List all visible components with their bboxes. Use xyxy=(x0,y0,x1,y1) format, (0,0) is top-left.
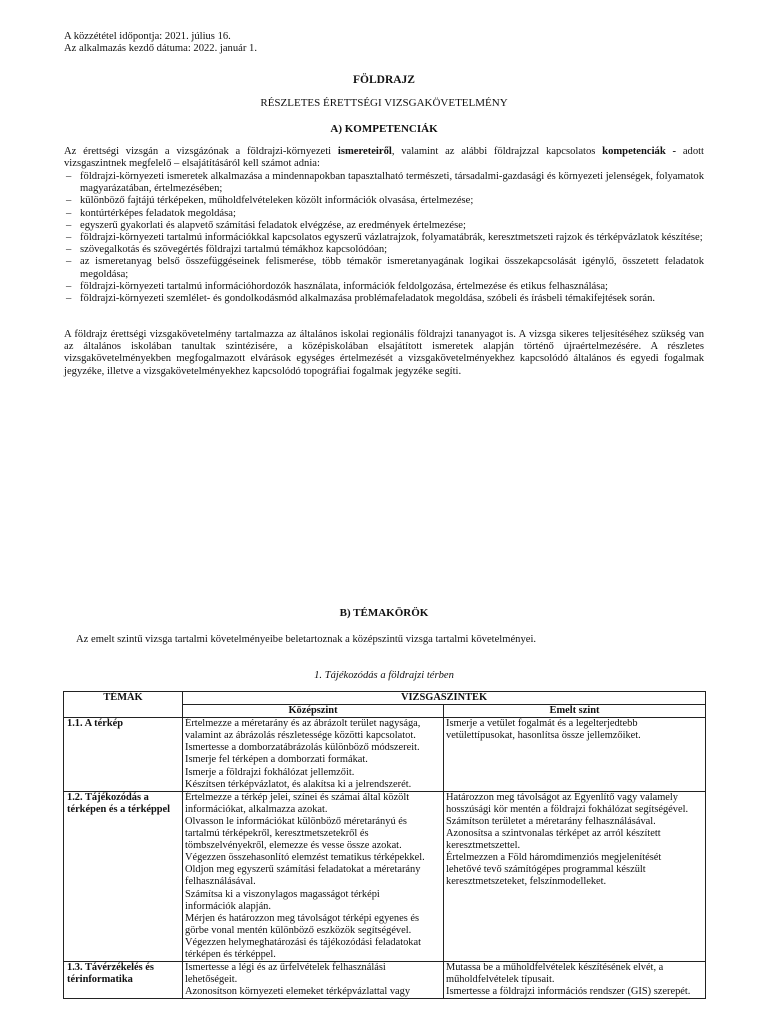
topic-line: 1.2. Tájékozódás a xyxy=(67,791,149,803)
cell-line: Számítsa ki a viszonylagos magasságot térképi xyxy=(185,888,380,900)
cell-line: Ismertesse a földrajzi információs rendszer (GIS) szerepét. xyxy=(446,986,691,998)
col-header-topics: TÉMÁK xyxy=(64,692,183,718)
intro-bold-2: kompetenciák - xyxy=(602,146,677,157)
intro-part-2: , valamint az alábbi földrajzzal kapcsolatos xyxy=(391,146,603,157)
list-item: – kontúrtérképes feladatok megoldása; xyxy=(64,208,704,220)
cell-line: Végezzen összehasonlító elemzést tematikus térképekkel. xyxy=(185,852,425,864)
competencies-intro xyxy=(64,146,704,170)
cell-line: Azonosítson környezeti elemeket térképvázlattal vagy xyxy=(185,986,411,998)
cell-line: Számítson területet a méretarány felhasználásával. xyxy=(446,815,656,827)
section-a-heading: A) KOMPETENCIÁK xyxy=(330,123,438,135)
cell-line: keresztmetszettel. xyxy=(446,840,521,852)
mid-level-cell xyxy=(183,791,444,961)
intro-bold-1: ismereteiről xyxy=(337,146,392,157)
list-item: – földrajzi-környezeti szemlélet- és gondolkodásmód alkalmazása problémafeladatok megoldása, szóbeli és írásbeli témakifejtések során. xyxy=(64,293,704,305)
closing-paragraph: A földrajz érettségi vizsgakövetelmény tartalmazza az általános iskolai regionális földrajzi tananyagot is. A vizsga sikeres teljesítéséhez szükség van az általános iskolában tanultak szintézisére, a középiskolában elsajátított ismeretek alapján történő újraértelmezésére. A részletes vizsgakövetelményekben megfogalmazott elvárások egységes értelmezését a vizsgakövetelményekhez kapcsolódó általános és egyedi fogalmak jegyzéke, illetve a vizsgakövetelményekhez kapcsolódó topográfiai fogalmak jegyzéke segíti. xyxy=(64,329,704,377)
list-item: – földrajzi-környezeti ismeretek alkalmazása a mindennapokban tapasztalható természeti, társadalmi-gazdasági és környezeti jelenségek, folyamatok magyarázatában, értelmezésében; xyxy=(64,171,704,195)
cell-line: Ismerje a földrajzi fokhálózat jellemzőit. xyxy=(185,766,355,778)
cell-line: valamint az ábrázolás részletessége közötti kapcsolatot. xyxy=(185,730,416,742)
topic-cell xyxy=(64,962,183,999)
mid-level-cell xyxy=(183,718,444,792)
cell-line: Készítsen térképvázlatot, és alakítsa ki a jelrendszerét. xyxy=(185,778,412,790)
cell-line: Értelmezze a térkép jelei, színei és számai által közölt xyxy=(185,791,410,803)
cell-line: lehetővé tevő számítógépes programmal készült xyxy=(446,864,646,876)
topic-line: 1.1. A térkép xyxy=(67,718,123,730)
cell-line: Ismertesse a domborzatábrázolás különböző módszereit. xyxy=(185,742,420,754)
list-item: – különböző fajtájú térképeken, műholdfelvételeken közölt információk olvasása, értelmezése; xyxy=(64,195,704,207)
cell-line: Azonosítsa a szintvonalas térképet az arról készített xyxy=(446,828,661,840)
section-b-heading: B) TÉMAKÖRÖK xyxy=(339,607,429,619)
document-subtitle: RÉSZLETES ÉRETTSÉGI VIZSGAKÖVETELMÉNY xyxy=(260,97,508,109)
cell-line: Értelmezzen a Föld háromdimenziós megjelenítését xyxy=(446,852,662,864)
list-item: – az ismeretanyag belső összefüggéseinek felismerése, több témakör ismeretanyagának logikai összekapcsolását igénylő, összetett feladatok megoldása; xyxy=(64,256,704,280)
adv-level-cell xyxy=(444,791,706,961)
cell-line: Mutassa be a műholdfelvételek készítésének elvét, a xyxy=(446,962,664,974)
cell-line: felhasználásával. xyxy=(185,876,256,888)
list-item: – szövegalkotás és szövegértés földrajzi tartalmú témákhoz kapcsolódóan; xyxy=(64,244,704,256)
col-header-adv: Emelt szint xyxy=(444,705,706,718)
cell-line: Határozzon meg távolságot az Egyenlítő vagy valamely xyxy=(446,791,678,803)
topic-title: 1. Tájékozódás a földrajzi térben xyxy=(314,670,454,681)
table-row xyxy=(64,962,706,999)
competency-list xyxy=(64,171,704,305)
cell-line: Ismertesse a légi és az űrfelvételek felhasználási xyxy=(185,962,386,974)
requirements-table xyxy=(63,691,706,999)
cell-line: térképen és térképpel. xyxy=(185,948,276,960)
cell-line: Oldjon meg egyszerű számítási feladatokat a méretarány xyxy=(185,864,421,876)
table-header-row xyxy=(64,692,706,705)
intro-part-1: Az érettségi vizsgán a vizsgázónak a földrajzi-környezeti xyxy=(64,146,338,157)
table-row xyxy=(64,718,706,792)
topic-line: térképen és a térképpel xyxy=(67,803,171,815)
cell-line: információk alapján. xyxy=(185,900,271,912)
cell-line: Olvasson le információkat különböző méretarányú és xyxy=(185,815,407,827)
cell-line: vetülettípusokat, hasonlítsa össze jellemzőiket. xyxy=(446,730,641,742)
mid-level-cell xyxy=(183,962,444,999)
cell-line: Értelmezze a méretarány és az ábrázolt terület nagysága, xyxy=(185,718,421,730)
effective-date: Az alkalmazás kezdő dátuma: 2022. január 1. xyxy=(64,43,257,55)
list-item: – földrajzi-környezeti tartalmú információhordozók használata, információk feldolgozása, értelmezése és etikus felhasználása; xyxy=(64,281,704,293)
col-header-mid: Középszint xyxy=(183,705,444,718)
table-row xyxy=(64,791,706,961)
intro-part-3: adott vizsgaszintnek megfelelő – elsajátításáról kell számot adnia: xyxy=(64,146,705,170)
cell-line: lehetőségeit. xyxy=(185,974,238,986)
publication-date: A közzététel időpontja: 2021. július 16. xyxy=(64,31,231,42)
cell-line: görbe vonal mentén különböző eszközök segítségével. xyxy=(185,924,412,936)
adv-level-cell xyxy=(444,962,706,999)
cell-line: hosszúsági kör mentén a földrajzi fokhálózat segítségével. xyxy=(446,803,689,815)
cell-line: Ismerje fel térképen a domborzati formákat. xyxy=(185,754,368,766)
col-header-levels: VIZSGASZINTEK xyxy=(183,692,706,705)
cell-line: Ismerje a vetület fogalmát és a legelterjedtebb xyxy=(446,718,638,730)
cell-line: műholdfelvételek típusait. xyxy=(446,974,555,986)
cell-line: keresztmetszeteket, felszínmodelleket. xyxy=(446,876,607,888)
cell-line: tartalmú térképekről, keresztmetszetekről és xyxy=(185,828,369,840)
cell-line: tömbszelvényekről, elemezze és vesse össze azokat. xyxy=(185,840,402,852)
section-b-intro: Az emelt szintű vizsga tartalmi követelményeibe beletartoznak a középszintű vizsga tartalmi követelményei. xyxy=(76,634,537,645)
topic-cell xyxy=(64,718,183,792)
cell-line: információkat, alkalmazza azokat. xyxy=(185,803,328,815)
cell-line: Mérjen és határozzon meg távolságot térképi egyenes és xyxy=(185,912,419,924)
cell-line: Végezzen helymeghatározási és tájékozódási feladatokat xyxy=(185,936,421,948)
list-item: – egyszerű gyakorlati és alapvető számítási feladatok elvégzése, az eredmények értelmezése; xyxy=(64,220,704,232)
topic-line: 1.3. Távérzékelés és xyxy=(67,962,154,974)
list-item: – földrajzi-környezeti tartalmú információkkal kapcsolatos egyszerű vázlatrajzok, folyamatábrák, keresztmetszeti rajzok és térképvázlatok készítése; xyxy=(64,232,704,244)
adv-level-cell xyxy=(444,718,706,792)
topic-line: térinformatika xyxy=(67,974,133,986)
publication-info xyxy=(64,31,257,55)
document-title: FÖLDRAJZ xyxy=(353,74,415,86)
topic-cell xyxy=(64,791,183,961)
